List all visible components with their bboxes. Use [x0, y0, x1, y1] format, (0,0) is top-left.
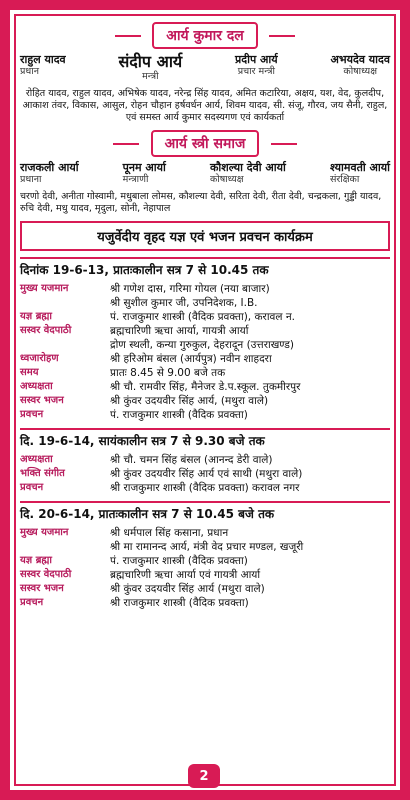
- title-rule-left: [115, 35, 141, 37]
- page-number: 2: [188, 764, 220, 788]
- schedule-value: श्री मा रामानन्द आर्य, मंत्री वेद प्रचार मण्डल, खजूरी: [110, 541, 304, 553]
- schedule-label: प्रवचन: [20, 597, 44, 608]
- official-role: प्रधाना: [20, 174, 42, 185]
- schedule-row: [20, 338, 390, 352]
- schedule-value: पं. राजकुमार शास्त्री (वैदिक प्रवक्ता), करावल न.: [110, 311, 296, 323]
- stri-official-4: [330, 161, 390, 185]
- schedule-row: [20, 380, 390, 394]
- schedule-value: श्री चौ. रामवीर सिंह, मैनेजर डे.प.स्कूल. तुकमीरपुर: [110, 381, 301, 393]
- schedule-label: यज्ञ ब्रह्मा: [20, 555, 53, 566]
- official-name: पूनम आर्या: [122, 161, 166, 174]
- aryakumar-title-line: [20, 22, 390, 49]
- schedule-value: प्रातः 8.45 से 9.00 बजे तक: [110, 367, 226, 379]
- stri-officials: [20, 161, 390, 185]
- schedule-row: [20, 310, 390, 324]
- official-4: [330, 53, 390, 77]
- schedule-label: यज्ञ ब्रह्मा: [20, 311, 53, 322]
- content: [20, 18, 390, 610]
- schedule-label: सस्वर भजन: [20, 583, 64, 594]
- schedule-label: प्रवचन: [20, 482, 44, 493]
- schedule-label: अध्यक्षता: [20, 381, 53, 392]
- schedule-value: ब्रह्मचारिणी ऋचा आर्या एवं गायत्री आर्या: [110, 569, 261, 581]
- official-role: प्रधान: [20, 66, 39, 77]
- official-name: राहुल यादव: [20, 53, 66, 66]
- official-role: कोषाध्यक्ष: [343, 66, 378, 77]
- schedule-value: द्रोण स्थली, कन्या गुरुकुल, देहरादून (उत्तराखण्ड): [110, 339, 294, 351]
- stri-title: आर्य स्त्री समाज: [151, 130, 260, 157]
- official-name: श्यामवती आर्या: [329, 161, 390, 174]
- session-1: [20, 257, 390, 422]
- title-rule-right: [269, 35, 295, 37]
- schedule-value: श्री राजकुमार शास्त्री (वैदिक प्रवक्ता) करावल नगर: [110, 482, 300, 494]
- schedule-label: मुख्य यजमान: [20, 283, 69, 294]
- official-role: प्रचार मन्त्री: [237, 66, 275, 77]
- official-name: राजकली आर्या: [20, 161, 79, 174]
- title-rule-left: [113, 143, 139, 145]
- schedule-row: [20, 282, 390, 296]
- schedule-row: [20, 296, 390, 310]
- schedule-row: [20, 453, 390, 467]
- schedule-label: सस्वर भजन: [20, 395, 64, 406]
- title-rule-right: [271, 143, 297, 145]
- official-2: [118, 53, 182, 82]
- stri-members-list: चरणो देवी, अनीता गोस्वामी, मधुबाला लोमस, कौशल्या देवी, सरिता देवी, रीता देवी, चन्द्रकला, गुड्डी यादव, रुचि देवी, मधु यादव, मृदुला, सोनी, नेहापाल: [20, 191, 382, 214]
- schedule-row: [20, 582, 390, 596]
- schedule-row: [20, 408, 390, 422]
- schedule-label: सस्वर वेदपाठी: [20, 325, 72, 336]
- schedule-row: [20, 467, 390, 481]
- official-role: संरक्षिका: [329, 174, 360, 185]
- schedule-label: ध्वजारोहण: [20, 353, 59, 364]
- stri-title-line: [20, 130, 390, 157]
- session-3: [20, 501, 390, 610]
- programme-title: यजुर्वेदीय वृहद यज्ञ एवं भजन प्रवचन कार्यक्रम: [20, 221, 390, 251]
- official-role: मन्त्री: [142, 71, 159, 82]
- session-heading: दि. 19-6-14, सायंकालीन सत्र 7 से 9.30 बजे तक: [20, 428, 390, 449]
- schedule-label: भक्ति संगीत: [20, 468, 65, 479]
- official-name: अभयदेव यादव: [330, 53, 390, 66]
- schedule-value: श्री कुंवर उदयवीर सिंह आर्य एवं साथी (मथुरा वाले): [110, 468, 303, 480]
- schedule-value: श्री कुंवर उदयवीर सिंह आर्य (मथुरा वाले): [110, 583, 265, 595]
- session-2: [20, 428, 390, 495]
- stri-official-1: [20, 161, 79, 185]
- schedule-row: [20, 352, 390, 366]
- schedule-row: [20, 481, 390, 495]
- schedule-label: सस्वर वेदपाठी: [20, 569, 72, 580]
- schedule-value: पं. राजकुमार शास्त्री (वैदिक प्रवक्ता): [110, 409, 248, 421]
- schedule-label: अध्यक्षता: [20, 454, 53, 465]
- aryakumar-officials: [20, 53, 390, 82]
- schedule-value: पं. राजकुमार शास्त्री (वैदिक प्रवक्ता): [110, 555, 248, 567]
- schedule-value: श्री राजकुमार शास्त्री (वैदिक प्रवक्ता): [110, 597, 249, 609]
- schedule-row: [20, 554, 390, 568]
- schedule-row: [20, 540, 390, 554]
- session-heading: दिनांक 19-6-13, प्रातःकालीन सत्र 7 से 10.45 तक: [20, 257, 390, 278]
- sessions: [20, 257, 390, 610]
- schedule-value: श्री कुंवर उदयवीर सिंह आर्य, (मथुरा वाले): [110, 395, 269, 407]
- official-name: प्रदीप आर्य: [235, 53, 278, 66]
- schedule-row: [20, 568, 390, 582]
- schedule-label: मुख्य यजमान: [20, 527, 69, 538]
- aryakumar-members-list: रोहित यादव, राहुल यादव, अभिषेक यादव, नरेन्द्र सिंह यादव, अमित कटारिया, अक्षय, यश, वेद, कुलदीप, आकाश तंवर, विकास, आसुल, रोहन चौहान हर्षवर्धन आर्य, शिवम यादव, सी. संजू, गौरव, जय सैनी, राहुल, एवं समस्त आर्य कुमार सदस्यगण एवं कार्यकर्ता: [22, 88, 388, 123]
- schedule-label: प्रवचन: [20, 409, 44, 420]
- schedule-value: श्री हरिओम बंसल (आर्यपुत्र) नवीन शाहदरा: [110, 353, 272, 365]
- schedule-row: [20, 526, 390, 540]
- schedule-value: श्री धर्मपाल सिंह कसाना, प्रधान: [110, 527, 229, 539]
- session-heading: दि. 20-6-14, प्रातःकालीन सत्र 7 से 10.45 बजे तक: [20, 501, 390, 522]
- official-role: कोषाध्यक्ष: [209, 174, 244, 185]
- schedule-row: [20, 596, 390, 610]
- stri-official-3: [210, 161, 286, 185]
- schedule-label: समय: [20, 367, 39, 378]
- official-name: कौशल्या देवी आर्या: [209, 161, 286, 174]
- schedule-value: ब्रह्मचारिणी ऋचा आर्या, गायत्री आर्या: [110, 325, 249, 337]
- schedule-row: [20, 394, 390, 408]
- official-1: [20, 53, 66, 77]
- official-3: [235, 53, 278, 77]
- official-role: मन्त्राणी: [122, 174, 149, 185]
- schedule-value: श्री गणेश दास, गरिमा गोयल (नया बाजार): [110, 283, 270, 295]
- schedule-value: श्री सुशील कुमार जी, उपनिदेशक, I.B.: [110, 297, 258, 309]
- schedule-row: [20, 324, 390, 338]
- stri-official-2: [123, 161, 166, 185]
- schedule-value: श्री चौ. चमन सिंह बंसल (आनन्द डेरी वाले): [110, 454, 273, 466]
- schedule-row: [20, 366, 390, 380]
- official-signature: संदीप आर्य: [118, 52, 183, 71]
- aryakumar-title: आर्य कुमार दल: [152, 22, 258, 49]
